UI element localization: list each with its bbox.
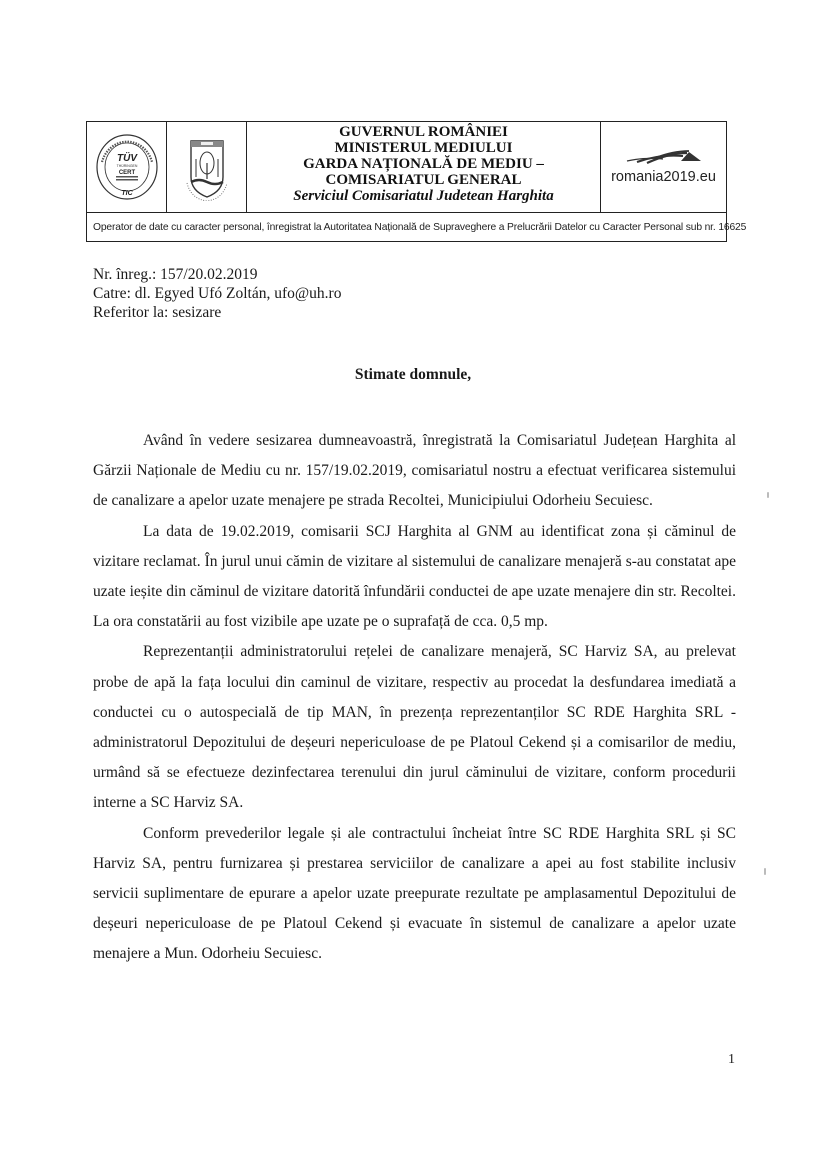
eu-presidency-wave-logo-icon <box>625 149 703 167</box>
paragraph-4: Conform prevederilor legale și ale contractului încheiat între SC RDE Harghita SRL și SC Harviz SA, pentru furnizarea și prestarea serviciilor de canalizare a apei au fost stabilite inclusiv servicii suplimentare de epurare a apelor uzate preepurate rezultate pe amplasamentul Depozitului de deșeuri nepericuloase de pe Platoul Cekend și evacuate în sistemul de canalizare a apelor uzate menajere a Mun. Odorheiu Secuiesc. <box>93 824 736 963</box>
salutation: Stimate domnule, <box>354 366 472 383</box>
title-government: GUVERNUL ROMÂNIEI <box>339 124 508 140</box>
tuv-certification-logo-icon <box>94 132 160 202</box>
letterhead-top-row <box>87 122 726 213</box>
institution-title-cell <box>247 122 601 212</box>
paragraph-3: Reprezentanții administratorului rețelei de canalizare menajeră, SC Harviz SA, au prelevat probe de apă la fața locului din caminul de vizitare, respectiv au procedat la desfundarea imediată a conductei cu o autospecială de tip MAN, în prezența reprezentanților SC RDE Harghita SRL - administratorul Depozitului de deșeuri nepericuloase de pe Platoul Cekend și a comisarilor de mediu, urmând să se efectueze dezinfectarea terenului din jurul căminului de vizitare, conform procedurii interne a SC Harviz SA. <box>93 643 736 812</box>
tuv-logo-cell <box>87 122 167 212</box>
page-number: 1 <box>728 1052 735 1067</box>
reference-line: Referitor la: sesizare <box>93 304 222 321</box>
title-ministry: MINISTERUL MEDIULUI <box>334 140 513 156</box>
recipient-line: Catre: dl. Egyed Ufó Zoltán, ufo@uh.ro <box>93 285 342 302</box>
title-service: Serviciul Comisariatul Judetean Harghita <box>293 188 554 204</box>
eu-presidency-text: romania2019.eu <box>611 169 716 185</box>
eu-presidency-cell <box>601 122 726 212</box>
registration-number: Nr. înreg.: 157/20.02.2019 <box>93 266 258 283</box>
coat-of-arms-icon <box>177 133 237 201</box>
paragraph-1: Având în vedere sesizarea dumneavoastră, înregistrată la Comisariatul Județean Harghita al Gărzii Naționale de Mediu cu nr. 157/19.02.2019, comisariatul nostru a efectuat verificarea sistemului de canalizare a apelor uzate menajere pe strada Recoltei, Municipiului Odorheiu Secuiesc. <box>93 432 736 510</box>
svg-text:TÜV: TÜV <box>116 153 137 164</box>
data-operator-notice: Operator de date cu caracter personal, înregistrat la Autoritatea Națională de Supraveghere a Prelucrării Datelor cu Caracter Personal sub nr. 16625 <box>93 221 747 233</box>
title-commissariat: COMISARIATUL GENERAL <box>325 172 522 188</box>
svg-text:THÜRINGEN: THÜRINGEN <box>116 164 137 168</box>
letter-meta <box>93 265 341 322</box>
letterhead-bottom-row <box>87 213 747 241</box>
letter-body <box>93 426 736 970</box>
coat-of-arms-cell <box>167 122 247 212</box>
letterhead <box>86 121 747 242</box>
svg-text:CERT: CERT <box>118 170 135 176</box>
scan-artifact <box>764 868 766 875</box>
paragraph-2: La data de 19.02.2019, comisarii SCJ Harghita al GNM au identificat zona și căminul de vizitare reclamat. În jurul unui cămin de vizitare al sistemului de canalizare menajeră s-au constatat ape uzate ieșite din căminul de vizitare datorită înfundării conductei de ape uzate menajere din str. Recoltei. La ora constatării au fost vizibile ape uzate pe o suprafață de cca. 0,5 mp. <box>93 522 736 631</box>
title-guard: GARDA NAȚIONALĂ DE MEDIU – <box>303 156 544 172</box>
scan-artifact <box>767 492 769 498</box>
svg-text:TIC: TIC <box>120 190 133 197</box>
